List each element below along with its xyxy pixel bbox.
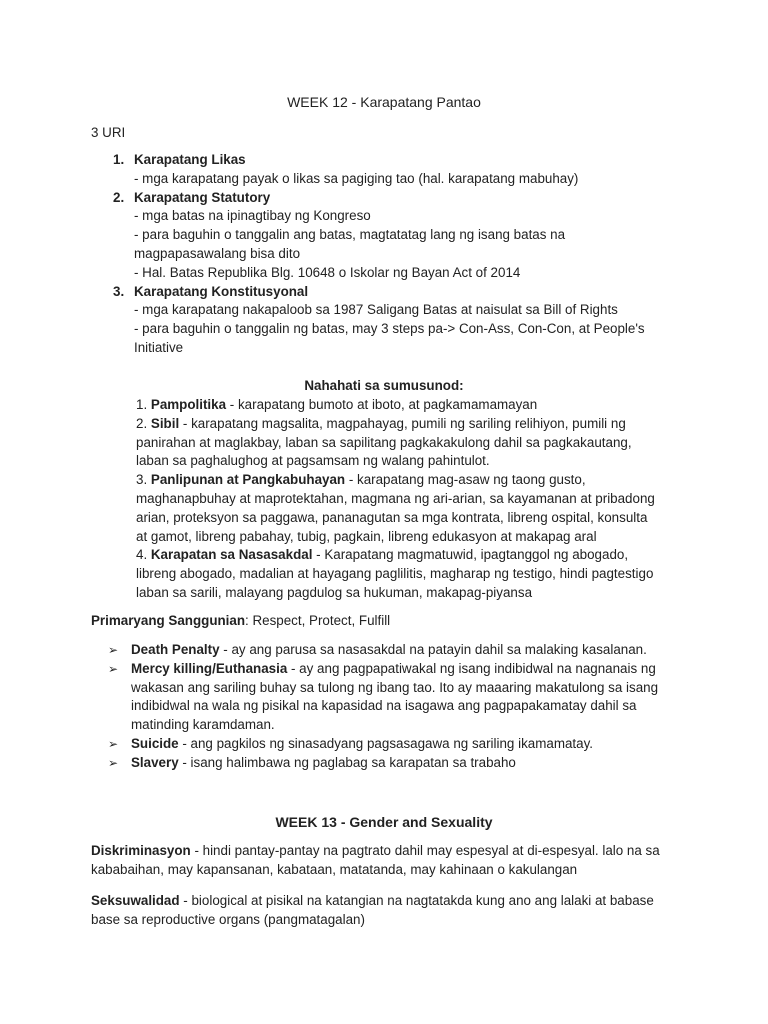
arrow-bullet-icon: ➢ (108, 643, 119, 657)
bullet-term: Slavery (131, 754, 179, 770)
type-title: Karapatang Statutory (134, 189, 271, 205)
bullet-term: Mercy killing/Euthanasia (131, 660, 288, 676)
type-title: Karapatang Likas (134, 152, 246, 167)
week12-title: WEEK 12 - Karapatang Pantao (287, 94, 481, 110)
list-item: 2. Karapatang Statutory - mga batas na ipinagtibay ng Kongreso - para baguhin o tanggalin ang batas, magtatatag lang ng isang batas na magpapasawalang bisa dito - Hal. Batas Republika Blg. 10648 o Iskolar ng Bayan Act of 2014 (113, 189, 733, 283)
type-line: magpapasawalang bisa dito (134, 245, 301, 261)
primary-label: Primaryang Sanggunian (91, 613, 246, 628)
bullet-term: Death Penalty (131, 642, 220, 657)
definition-term: Seksuwalidad (91, 893, 180, 908)
division-term: Karapatan sa Nasasakdal (150, 547, 313, 563)
topics-bullet-list (108, 641, 678, 773)
bullet-item: ➢ Suicide - ang pagkilos ng sinasadyang pagsasagawa ng sariling ikamamatay. (108, 735, 678, 754)
primary-sources (91, 612, 691, 631)
division-term: Pampolitika (150, 397, 227, 412)
type-line: - mga karapatang payak o likas sa pagiging tao (hal. karapatang mabuhay) (134, 170, 579, 186)
bullet-term: Suicide (131, 735, 179, 751)
type-line: Initiative (134, 339, 184, 355)
type-line: - mga batas na ipinagtibay ng Kongreso (134, 208, 371, 224)
bullet-item: ➢ Mercy killing/Euthanasia - ay ang pagpapatiwakal ng isang indibidwal na nagnanais ng wakasan ang sariling buhay sa tulong ng ibang tao. Ito ay maaaring makatulong sa isang indibidwal na wala ng pisikal na kapasidad na isagawa ang pagpapakamatay dahil sa matinding karamdaman. (108, 660, 659, 733)
type-line: - mga karapatang nakapaloob sa 1987 Saligang Batas at naisulat sa Bill of Rights (134, 302, 618, 318)
bullet-item: ➢ Death Penalty - ay ang parusa sa nasasakdal na patayin dahil sa malaking kasalanan. (108, 641, 678, 660)
definition-paragraph: Seksuwalidad - biological at pisikal na katangian na nagtatakda kung ano ang lalaki at babase base sa reproductive organs (pangmatagalan) (91, 893, 654, 927)
divisions-heading: Nahahati sa sumusunod: (304, 378, 464, 393)
definition-paragraph: Diskriminasyon - hindi pantay-pantay na pagtrato dahil may espesyal at di-espesyal. lalo na sa kababaihan, may kapansanan, kabataan, matatanda, may kahinaan o kakulangan (91, 843, 660, 877)
primary-text: : Respect, Protect, Fulfill (245, 613, 391, 628)
arrow-bullet-icon: ➢ (108, 755, 119, 770)
type-title: Karapatang Konstitusyonal (134, 283, 309, 299)
type-line: - para baguhin o tanggalin ng batas, may 3 steps pa-> Con-Ass, Con-Con, at People's (134, 321, 645, 337)
uri-label: 3 URI (91, 125, 126, 140)
type-line: - Hal. Batas Republika Blg. 10648 o Iskolar ng Bayan Act of 2014 (134, 264, 521, 280)
bullet-item: ➢ Slavery - isang halimbawa ng paglabag sa karapatan sa trabaho (108, 754, 678, 773)
arrow-bullet-icon: ➢ (108, 661, 119, 676)
definition-term: Diskriminasyon (91, 843, 191, 858)
division-item: 4. Karapatan sa Nasasakdal - Karapatang magmatuwid, ipagtanggol ng abogado, libreng abogado, madalian at hayagang paglilitis, magharap ng testigo, hindi pagtestigo laban sa sarili, malayang pagdulog sa hukuman, makapag-piyansa (136, 547, 654, 600)
division-item: 2. Sibil - karapatang magsalita, magpahayag, pumili ng sariling relihiyon, pumili ng panirahan at maglakbay, laban sa sapilitang pagkakakulong dahil sa pagkakautang, laban sa paghalughog at pagsamsam ng walang pahintulot. (136, 415, 632, 469)
division-term: Panlipunan at Pangkabuhayan (150, 472, 346, 488)
list-item: 1. Karapatang Likas - mga karapatang payak o likas sa pagiging tao (hal. karapatang mabuhay) (113, 151, 733, 189)
divisions-list (136, 396, 656, 603)
arrow-bullet-icon: ➢ (108, 736, 119, 751)
division-item: 3. Panlipunan at Pangkabuhayan - karapatang mag-asaw ng taong gusto, maghanapbuhay at maprotektahan, magmana ng ari-arian, sa kayamanan at pribadong arian, proteksyon sa paggawa, pananagutan sa mga kontrata, libreng ospital, konsulta at gamot, libreng pabahay, tubig, pagkain, libreng edukasyon at makapag aral (136, 472, 655, 544)
rights-types-list (113, 151, 733, 358)
division-term: Sibil (150, 415, 180, 431)
list-item: 3. Karapatang Konstitusyonal - mga karapatang nakapaloob sa 1987 Saligang Batas at naisulat sa Bill of Rights - para baguhin o tanggalin ng batas, may 3 steps pa-> Con-Ass, Con-Con, at People's Initiative (113, 283, 733, 358)
division-item: 1. Pampolitika - karapatang bumoto at iboto, at pagkamamamayan (136, 397, 538, 412)
week13-title: WEEK 13 - Gender and Sexuality (275, 814, 493, 830)
type-line: - para baguhin o tanggalin ang batas, magtatatag lang ng isang batas na (134, 227, 566, 243)
